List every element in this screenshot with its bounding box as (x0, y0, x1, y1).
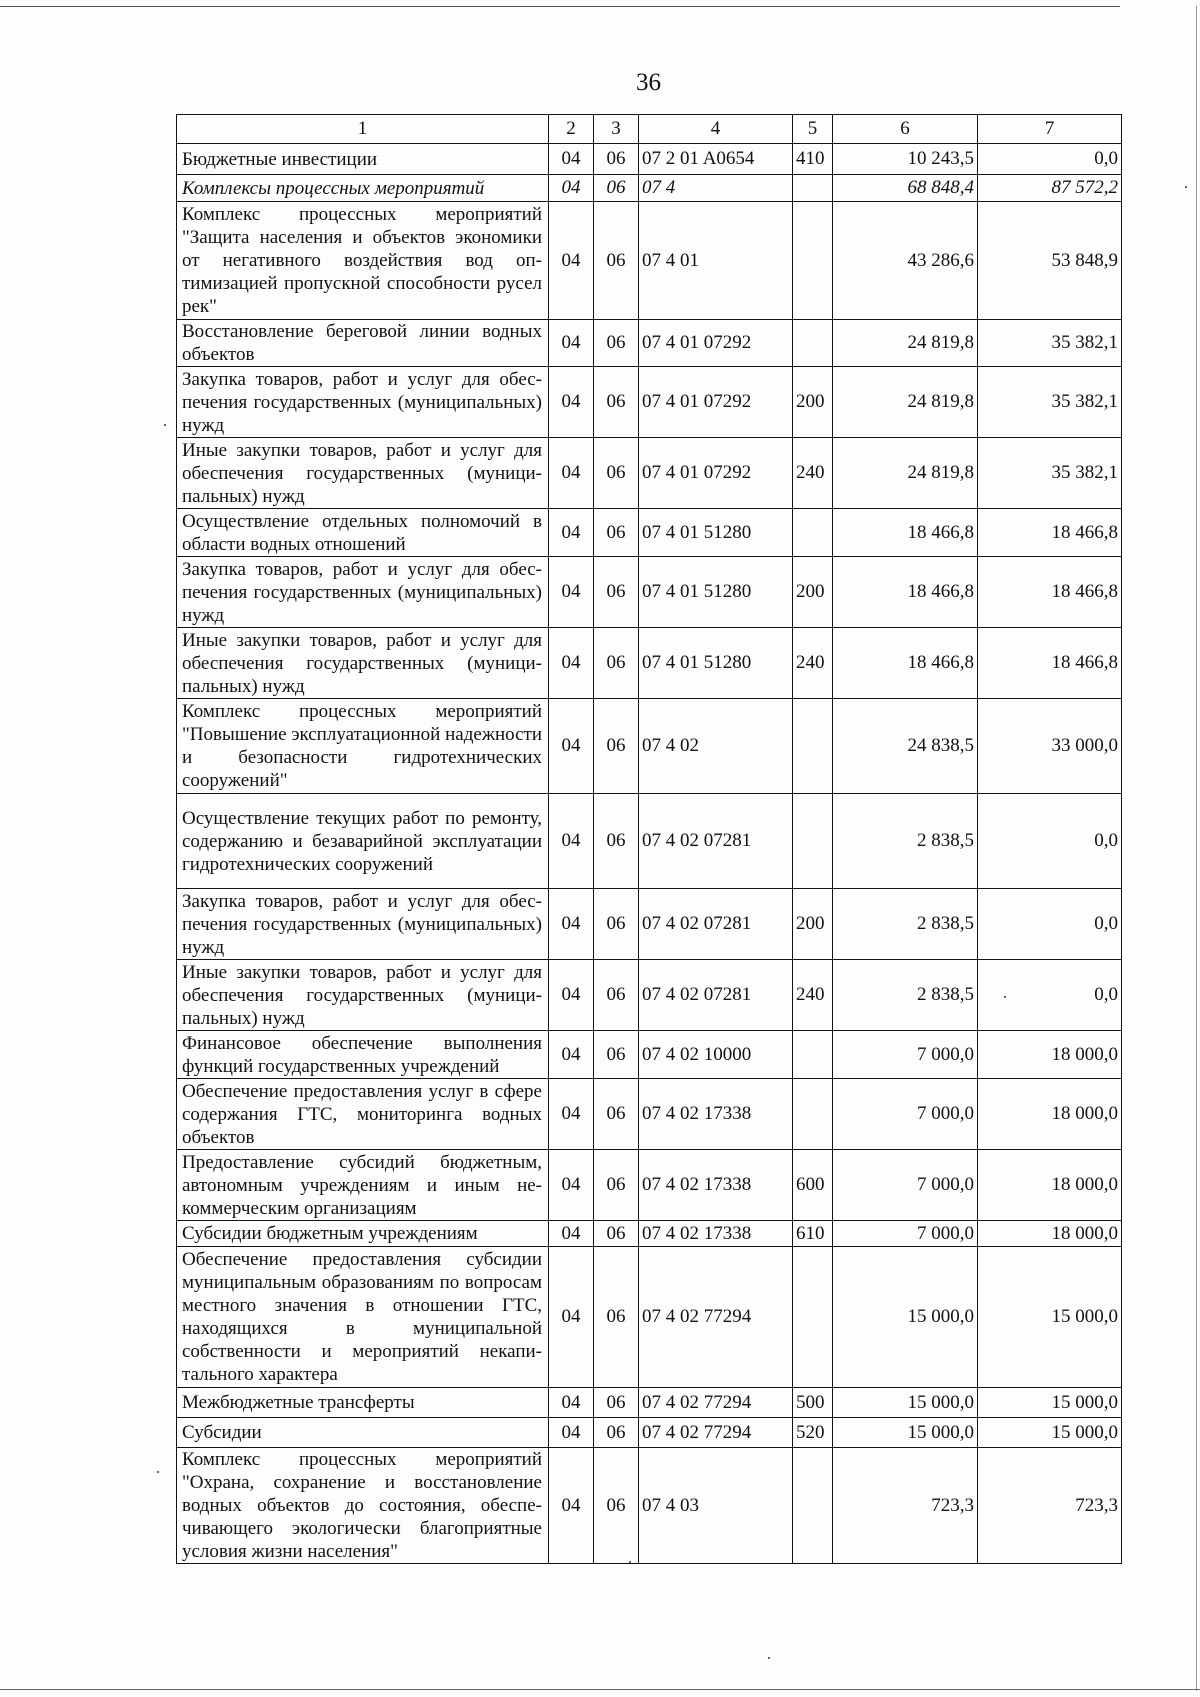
cell-target-code: 07 4 01 07292 (639, 367, 793, 438)
cell-section: 04 (549, 144, 594, 175)
cell-section: 04 (549, 438, 594, 509)
cell-amount-1: 15 000,0 (833, 1418, 978, 1448)
cell-name: Обеспечение предоставления субсидии муниципальным образованиям по вопросам местного значения в отношении ГТС, находящихся в муниципальной собственности и мероприятий некапитального характера (177, 1247, 549, 1388)
cell-target-code: 07 4 02 17338 (639, 1150, 793, 1221)
scan-border-bottom (0, 1689, 1200, 1690)
cell-subsection: 06 (594, 960, 639, 1031)
cell-expense-type (793, 202, 833, 320)
cell-name: Закупка товаров, работ и услуг для обеспечения государственных (муниципальных) нужд (177, 557, 549, 628)
cell-amount-1: 15 000,0 (833, 1388, 978, 1418)
cell-amount-1: 7 000,0 (833, 1031, 978, 1079)
cell-section: 04 (549, 889, 594, 960)
cell-target-code: 07 4 03 (639, 1448, 793, 1564)
cell-amount-2: 35 382,1 (978, 320, 1122, 367)
cell-subsection: 06 (594, 1031, 639, 1079)
column-number: 2 (549, 115, 594, 144)
cell-amount-1: 2 838,5 (833, 889, 978, 960)
table-row (177, 960, 1122, 1031)
cell-target-code: 07 4 01 51280 (639, 628, 793, 699)
cell-target-code: 07 4 02 (639, 699, 793, 794)
cell-section: 04 (549, 960, 594, 1031)
page-number: 36 (636, 69, 661, 96)
budget-table-body (177, 115, 1122, 1564)
cell-subsection: 06 (594, 509, 639, 557)
cell-amount-2: 33 000,0 (978, 699, 1122, 794)
cell-section: 04 (549, 175, 594, 202)
cell-target-code: 07 4 02 77294 (639, 1247, 793, 1388)
cell-expense-type (793, 509, 833, 557)
table-row (177, 1221, 1122, 1247)
cell-amount-1: 68 848,4 (833, 175, 978, 202)
cell-amount-2: 18 000,0 (978, 1079, 1122, 1150)
cell-amount-2: 15 000,0 (978, 1418, 1122, 1448)
cell-amount-2: 35 382,1 (978, 367, 1122, 438)
cell-expense-type: 240 (793, 438, 833, 509)
cell-expense-type: 240 (793, 628, 833, 699)
cell-subsection: 06 (594, 699, 639, 794)
cell-subsection: 06 (594, 1388, 639, 1418)
scan-speck (768, 1657, 770, 1659)
cell-subsection: 06 (594, 367, 639, 438)
cell-expense-type (793, 175, 833, 202)
cell-subsection: 06 (594, 557, 639, 628)
cell-subsection: 06 (594, 202, 639, 320)
table-row (177, 794, 1122, 889)
column-number: 5 (793, 115, 833, 144)
table-row (177, 144, 1122, 175)
column-number: 6 (833, 115, 978, 144)
cell-target-code: 07 4 02 17338 (639, 1079, 793, 1150)
cell-amount-2: 18 000,0 (978, 1150, 1122, 1221)
cell-amount-2: 0,0 (978, 144, 1122, 175)
cell-subsection: 06 (594, 628, 639, 699)
cell-target-code: 07 4 01 (639, 202, 793, 320)
cell-amount-1: 723,3 (833, 1448, 978, 1564)
cell-section: 04 (549, 1221, 594, 1247)
cell-target-code: 07 2 01 A0654 (639, 144, 793, 175)
cell-name: Предоставление субсидий бюджетным, автономным учреждениям и иным некоммерческим организациям (177, 1150, 549, 1221)
cell-amount-2: 15 000,0 (978, 1388, 1122, 1418)
cell-name: Комплекс процессных мероприятий "Защита населения и объектов экономики от негативного воздействия вод оптимизацией пропускной способности русел рек" (177, 202, 549, 320)
cell-target-code: 07 4 02 07281 (639, 960, 793, 1031)
cell-section: 04 (549, 1247, 594, 1388)
cell-amount-2: 0,0 (978, 960, 1122, 1031)
cell-expense-type (793, 794, 833, 889)
cell-section: 04 (549, 1418, 594, 1448)
column-number: 1 (177, 115, 549, 144)
cell-name: Субсидии бюджетным учреждениям (177, 1221, 549, 1247)
cell-amount-1: 24 838,5 (833, 699, 978, 794)
cell-expense-type: 500 (793, 1388, 833, 1418)
cell-name: Осуществление отдельных полномочий в области водных отношений (177, 509, 549, 557)
table-row (177, 1247, 1122, 1388)
cell-name: Финансовое обеспечение выполнения функций государственных учреждений (177, 1031, 549, 1079)
cell-section: 04 (549, 509, 594, 557)
cell-amount-2: 18 466,8 (978, 628, 1122, 699)
cell-expense-type: 610 (793, 1221, 833, 1247)
cell-name: Межбюджетные трансферты (177, 1388, 549, 1418)
cell-amount-2: 0,0 (978, 889, 1122, 960)
cell-target-code: 07 4 02 07281 (639, 889, 793, 960)
cell-section: 04 (549, 1150, 594, 1221)
cell-expense-type (793, 1079, 833, 1150)
column-number: 3 (594, 115, 639, 144)
cell-expense-type: 410 (793, 144, 833, 175)
cell-amount-1: 18 466,8 (833, 557, 978, 628)
cell-amount-1: 24 819,8 (833, 438, 978, 509)
cell-amount-1: 18 466,8 (833, 509, 978, 557)
cell-subsection: 06 (594, 1418, 639, 1448)
table-row (177, 1418, 1122, 1448)
cell-expense-type: 200 (793, 889, 833, 960)
cell-amount-2: 18 000,0 (978, 1031, 1122, 1079)
scan-border-top (0, 6, 1120, 7)
cell-subsection: 06 (594, 144, 639, 175)
column-number-row (177, 115, 1122, 144)
cell-subsection: 06 (594, 1221, 639, 1247)
table-row (177, 320, 1122, 367)
cell-target-code: 07 4 02 77294 (639, 1388, 793, 1418)
cell-amount-2: 723,3 (978, 1448, 1122, 1564)
cell-amount-1: 24 819,8 (833, 320, 978, 367)
cell-section: 04 (549, 628, 594, 699)
cell-name: Осуществление текущих работ по ремонту, содержанию и безаварийной эксплуатации гидротехнических сооружений (177, 794, 549, 889)
cell-name: Бюджетные инвестиции (177, 144, 549, 175)
cell-expense-type (793, 1448, 833, 1564)
scan-speck (157, 1471, 159, 1473)
cell-amount-1: 15 000,0 (833, 1247, 978, 1388)
cell-amount-2: 15 000,0 (978, 1247, 1122, 1388)
cell-amount-2: 87 572,2 (978, 175, 1122, 202)
cell-target-code: 07 4 02 07281 (639, 794, 793, 889)
cell-amount-2: 18 466,8 (978, 509, 1122, 557)
cell-target-code: 07 4 (639, 175, 793, 202)
cell-section: 04 (549, 202, 594, 320)
cell-subsection: 06 (594, 1079, 639, 1150)
cell-section: 04 (549, 367, 594, 438)
cell-name: Комплекс процессных мероприятий "Охрана, сохранение и восстановление водных объектов до состояния, обеспечивающего экологически благоприятные условия жизни населения" (177, 1448, 549, 1564)
table-row (177, 889, 1122, 960)
table-row (177, 1150, 1122, 1221)
table-row (177, 202, 1122, 320)
table-row (177, 438, 1122, 509)
cell-target-code: 07 4 02 10000 (639, 1031, 793, 1079)
column-number: 7 (978, 115, 1122, 144)
cell-amount-2: 18 000,0 (978, 1221, 1122, 1247)
cell-subsection: 06 (594, 1247, 639, 1388)
cell-subsection: 06 (594, 1150, 639, 1221)
scan-border-right (1196, 6, 1197, 1691)
cell-name: Закупка товаров, работ и услуг для обеспечения государственных (муниципальных) нужд (177, 889, 549, 960)
table-row (177, 1079, 1122, 1150)
cell-section: 04 (549, 699, 594, 794)
cell-expense-type: 600 (793, 1150, 833, 1221)
table-row (177, 1388, 1122, 1418)
cell-name: Иные закупки товаров, работ и услуг для обеспечения государственных (муниципальных) нужд (177, 960, 549, 1031)
column-number: 4 (639, 115, 793, 144)
cell-target-code: 07 4 01 07292 (639, 320, 793, 367)
cell-section: 04 (549, 1448, 594, 1564)
cell-section: 04 (549, 557, 594, 628)
table-row (177, 557, 1122, 628)
cell-subsection: 06 (594, 794, 639, 889)
cell-target-code: 07 4 01 07292 (639, 438, 793, 509)
cell-name: Комплекс процессных мероприятий "Повышение эксплуатационной надежности и безопасности гидротехнических сооружений" (177, 699, 549, 794)
cell-amount-1: 10 243,5 (833, 144, 978, 175)
cell-expense-type: 240 (793, 960, 833, 1031)
cell-expense-type (793, 1247, 833, 1388)
table-row (177, 628, 1122, 699)
table-row (177, 1031, 1122, 1079)
budget-table (176, 114, 1122, 1564)
cell-amount-2: 0,0 (978, 794, 1122, 889)
cell-name: Субсидии (177, 1418, 549, 1448)
cell-subsection: 06 (594, 1448, 639, 1564)
cell-amount-2: 18 466,8 (978, 557, 1122, 628)
table-row (177, 699, 1122, 794)
cell-amount-1: 2 838,5 (833, 960, 978, 1031)
cell-amount-1: 2 838,5 (833, 794, 978, 889)
cell-amount-1: 24 819,8 (833, 367, 978, 438)
scan-speck (1185, 186, 1187, 188)
cell-name: Иные закупки товаров, работ и услуг для обеспечения государственных (муниципальных) нужд (177, 628, 549, 699)
cell-amount-1: 7 000,0 (833, 1079, 978, 1150)
cell-name: Иные закупки товаров, работ и услуг для обеспечения государственных (муниципальных) нужд (177, 438, 549, 509)
scan-speck (164, 424, 166, 426)
scan-speck (629, 1561, 631, 1563)
cell-subsection: 06 (594, 175, 639, 202)
table-row (177, 367, 1122, 438)
cell-section: 04 (549, 1388, 594, 1418)
cell-expense-type (793, 1031, 833, 1079)
scan-speck (1004, 996, 1006, 998)
table-row (177, 509, 1122, 557)
cell-target-code: 07 4 01 51280 (639, 509, 793, 557)
cell-subsection: 06 (594, 889, 639, 960)
cell-expense-type: 200 (793, 367, 833, 438)
cell-subsection: 06 (594, 438, 639, 509)
cell-section: 04 (549, 1031, 594, 1079)
table-row (177, 175, 1122, 202)
cell-amount-1: 18 466,8 (833, 628, 978, 699)
cell-section: 04 (549, 794, 594, 889)
table-row (177, 1448, 1122, 1564)
cell-subsection: 06 (594, 320, 639, 367)
cell-expense-type (793, 320, 833, 367)
cell-expense-type (793, 699, 833, 794)
cell-section: 04 (549, 320, 594, 367)
cell-name: Обеспечение предоставления услуг в сфере содержания ГТС, мониторинга водных объектов (177, 1079, 549, 1150)
cell-amount-2: 35 382,1 (978, 438, 1122, 509)
cell-expense-type: 200 (793, 557, 833, 628)
cell-target-code: 07 4 02 77294 (639, 1418, 793, 1448)
cell-amount-1: 7 000,0 (833, 1221, 978, 1247)
cell-amount-2: 53 848,9 (978, 202, 1122, 320)
cell-target-code: 07 4 01 51280 (639, 557, 793, 628)
cell-section: 04 (549, 1079, 594, 1150)
cell-name: Комплексы процессных мероприятий (177, 175, 549, 202)
cell-expense-type: 520 (793, 1418, 833, 1448)
cell-amount-1: 7 000,0 (833, 1150, 978, 1221)
cell-name: Восстановление береговой линии водных объектов (177, 320, 549, 367)
cell-amount-1: 43 286,6 (833, 202, 978, 320)
cell-target-code: 07 4 02 17338 (639, 1221, 793, 1247)
cell-name: Закупка товаров, работ и услуг для обеспечения государственных (муниципальных) нужд (177, 367, 549, 438)
